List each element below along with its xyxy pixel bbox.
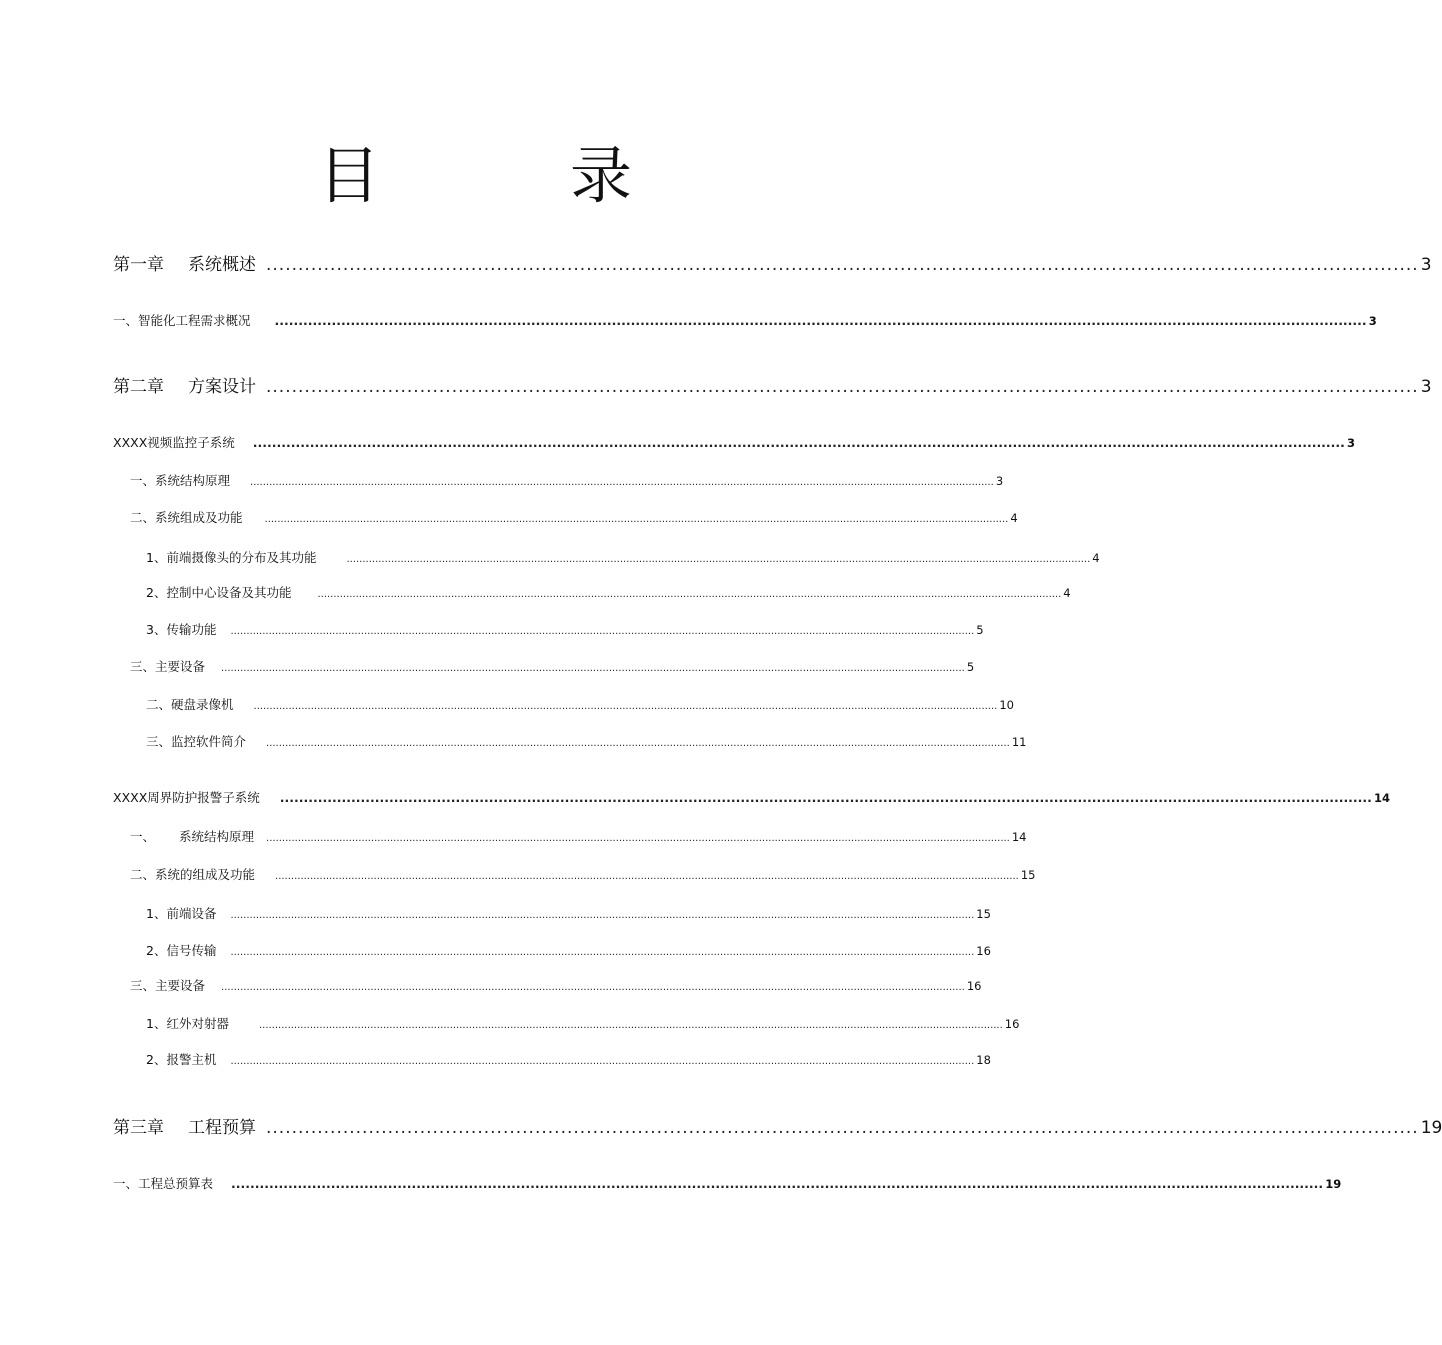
entry-label: 2、控制中心设备及其功能 <box>146 585 292 600</box>
page-number: 4 <box>1010 511 1018 525</box>
entry-label: 三、主要设备 <box>130 659 206 674</box>
page-number: 16 <box>1004 1017 1020 1031</box>
dot-leader: .................................................................................................................................................................................... <box>266 255 1419 275</box>
dot-leader: .................................................................................................................................................................................... <box>266 1118 1419 1138</box>
toc-chapter-1[interactable] <box>113 253 1432 277</box>
entry-label: 1、前端设备 <box>146 906 217 921</box>
entry-label: 二、系统组成及功能 <box>130 510 243 525</box>
dot-leader: ...................................................................................................................................................................................................................................... <box>279 790 1372 805</box>
page-number: 15 <box>1020 868 1036 882</box>
entry-label: XXXX视频监控子系统 <box>113 435 235 450</box>
page-number: 3 <box>1420 255 1432 275</box>
entry-label: 系统结构原理 <box>179 829 255 844</box>
dot-leader: .................................................................................................................................................................................... <box>266 377 1419 397</box>
dot-leader: .......................................................................................................................................................................................................................................... <box>230 947 975 958</box>
chapter-title: 工程预算 <box>188 1118 256 1138</box>
toc-chapter-3[interactable] <box>113 1116 1442 1140</box>
dot-leader: .......................................................................................................................................................................................................................................... <box>230 626 975 637</box>
chapter-title: 系统概述 <box>188 255 256 275</box>
dot-leader: .......................................................................................................................................................................................................................................... <box>250 477 994 488</box>
dot-leader: .......................................................................................................................................................................................................................................... <box>253 701 998 712</box>
dot-leader: .......................................................................................................................................................................................................................................... <box>221 982 965 993</box>
page-number: 10 <box>999 698 1014 712</box>
entry-label: 二、系统的组成及功能 <box>130 867 256 882</box>
toc-entry[interactable] <box>146 942 991 960</box>
toc-entry[interactable] <box>146 733 1027 751</box>
toc-entry[interactable] <box>146 696 1014 714</box>
page-number: 3 <box>995 474 1004 488</box>
toc-entry[interactable] <box>130 509 1018 527</box>
dot-leader: .......................................................................................................................................................................................................................................... <box>346 554 1091 565</box>
dot-leader: .......................................................................................................................................................................................................................................... <box>221 663 965 674</box>
toc-entry[interactable] <box>146 584 1071 602</box>
page-number: 11 <box>1011 735 1027 749</box>
toc-entry[interactable] <box>130 472 1004 490</box>
toc-entry[interactable] <box>130 828 1027 846</box>
dot-leader: ...................................................................................................................................................................................................................................... <box>274 313 1367 328</box>
dot-leader: .......................................................................................................................................................................................................................................... <box>317 589 1062 600</box>
entry-label: 一、智能化工程需求概况 <box>113 313 251 328</box>
page-number: 16 <box>976 944 991 958</box>
entry-label: 一、工程总预算表 <box>113 1176 214 1191</box>
toc-entry[interactable] <box>146 549 1100 567</box>
page-number: 3 <box>1346 436 1355 450</box>
toc-entry[interactable] <box>130 977 982 995</box>
entry-label: 一、系统结构原理 <box>130 473 231 488</box>
dot-leader: ...................................................................................................................................................................................................................................... <box>231 1176 1324 1191</box>
toc-entry[interactable] <box>146 621 984 639</box>
entry-number: 一、 <box>130 829 156 844</box>
page-number: 14 <box>1373 791 1390 805</box>
chapter-title: 方案设计 <box>188 377 256 397</box>
toc-entry[interactable] <box>113 312 1377 330</box>
dot-leader: .......................................................................................................................................................................................................................................... <box>230 910 975 921</box>
chapter-number: 第一章 <box>113 255 164 275</box>
toc-entry[interactable] <box>130 866 1036 884</box>
page-number: 15 <box>976 907 991 921</box>
page-title: 目 录 <box>317 139 696 212</box>
chapter-number: 第三章 <box>113 1118 164 1138</box>
entry-label: XXXX周界防护报警子系统 <box>113 790 260 805</box>
dot-leader: .......................................................................................................................................................................................................................................... <box>275 871 1019 882</box>
dot-leader: .......................................................................................................................................................................................................................................... <box>266 833 1010 844</box>
entry-label: 2、报警主机 <box>146 1052 217 1067</box>
dot-leader: .......................................................................................................................................................................................................................................... <box>266 738 1010 749</box>
entry-label: 2、信号传输 <box>146 943 217 958</box>
entry-label: 三、监控软件简介 <box>146 734 247 749</box>
entry-label: 二、硬盘录像机 <box>146 697 234 712</box>
page-number: 4 <box>1092 551 1100 565</box>
page-number: 16 <box>966 979 982 993</box>
page-number: 18 <box>976 1053 991 1067</box>
toc-entry[interactable] <box>113 434 1355 452</box>
chapter-number: 第二章 <box>113 377 164 397</box>
dot-leader: .......................................................................................................................................................................................................................................... <box>230 1056 975 1067</box>
entry-label: 3、传输功能 <box>146 622 217 637</box>
page-number: 3 <box>1368 314 1377 328</box>
toc-entry[interactable] <box>113 789 1390 807</box>
dot-leader: .......................................................................................................................................................................................................................................... <box>258 1020 1003 1031</box>
page-number: 14 <box>1011 830 1027 844</box>
dot-leader: ...................................................................................................................................................................................................................................... <box>252 435 1345 450</box>
toc-entry[interactable] <box>146 1015 1020 1033</box>
toc-entry[interactable] <box>130 658 975 676</box>
toc-entry[interactable] <box>113 1175 1342 1193</box>
page-number: 5 <box>976 623 984 637</box>
entry-label: 1、前端摄像头的分布及其功能 <box>146 550 317 565</box>
page-number: 5 <box>966 660 975 674</box>
entry-label: 1、红外对射器 <box>146 1016 229 1031</box>
toc-chapter-2[interactable] <box>113 375 1432 399</box>
page-number: 19 <box>1420 1118 1442 1138</box>
entry-label: 三、主要设备 <box>130 978 206 993</box>
page-number: 3 <box>1420 377 1432 397</box>
toc-entry[interactable] <box>146 1051 991 1069</box>
page-number: 19 <box>1325 1177 1342 1191</box>
dot-leader: .......................................................................................................................................................................................................................................... <box>264 514 1009 525</box>
page-number: 4 <box>1063 586 1071 600</box>
toc-entry[interactable] <box>146 905 991 923</box>
